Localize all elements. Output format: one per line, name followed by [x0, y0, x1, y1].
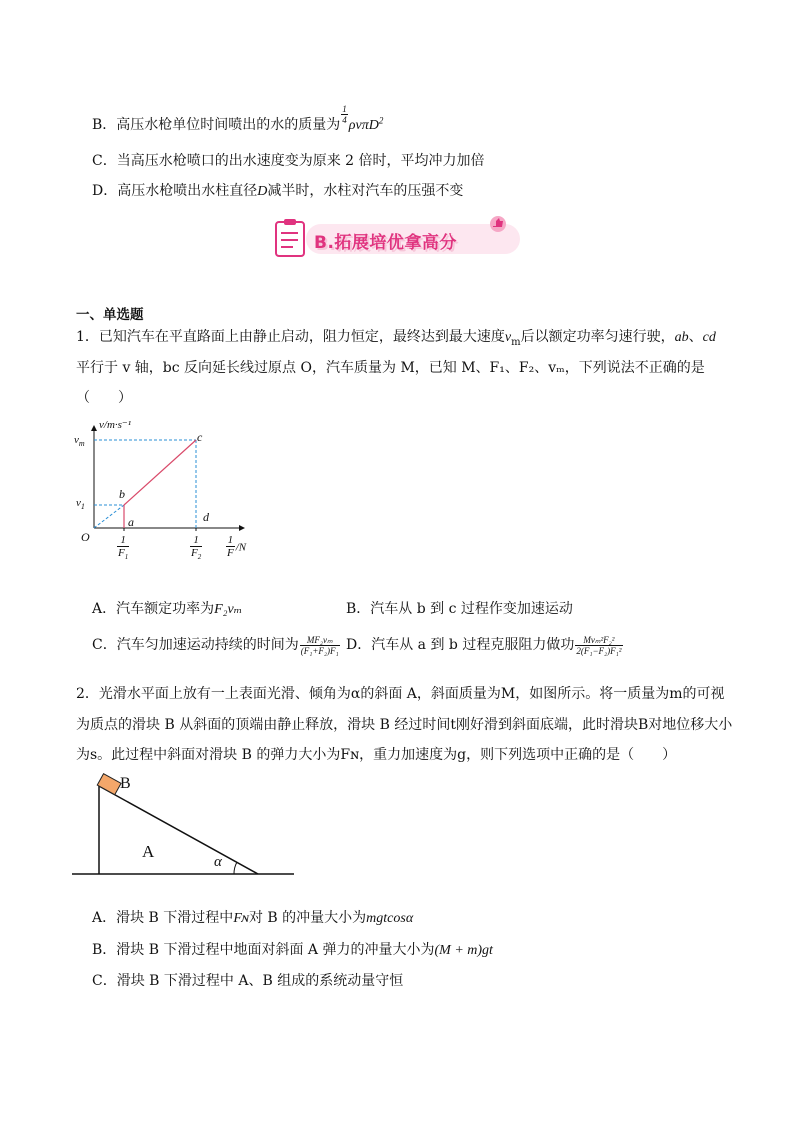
- graph-origin: O: [81, 530, 90, 544]
- q1-vm-sub: m: [511, 336, 521, 348]
- q2-option-c: C．滑块 B 下滑过程中 A、B 组成的系统动量守恒: [92, 973, 404, 989]
- q2-opt-b-pre: B．滑块 B 下滑过程中地面对斜面 A 弹力的冲量大小为: [92, 942, 435, 958]
- graph-x-label: [225, 534, 246, 559]
- prev-option-b-exp: 2: [378, 115, 384, 126]
- q1-option-b: B．汽车从 b 到 c 过程作变加速运动: [346, 601, 573, 617]
- q1-vm-var: v: [504, 330, 512, 345]
- graph-vm-label: [74, 434, 85, 448]
- clipboard-icon: [276, 219, 304, 256]
- q2-option-b: [92, 939, 493, 959]
- q2-line2: 为质点的滑块 B 从斜面的顶端由静止释放，滑块 B 经过时间t刚好滑到斜面底端，此时滑块B对地位移大小: [76, 717, 733, 733]
- q2-opt-a-mid: 对 B 的冲量大小为: [248, 910, 367, 926]
- tick1-den: F: [118, 547, 125, 559]
- section-title: 一、单选题: [76, 307, 144, 323]
- figure-label-alpha: α: [214, 854, 222, 870]
- bc-extension: [94, 505, 124, 528]
- section-banner: [270, 214, 520, 266]
- frac-den: 4: [342, 115, 347, 125]
- q1-line3: （ ）: [76, 390, 132, 406]
- prev-option-d-post: 减半时，水柱对汽车的压强不变: [267, 183, 464, 199]
- q1-opt-c-fraction: [300, 635, 340, 656]
- figure-label-a: A: [142, 842, 155, 861]
- q2-option-a: [92, 907, 413, 927]
- q2-opt-a-expr: mgtcosα: [366, 911, 414, 926]
- graph-point-c: c: [197, 430, 203, 444]
- q1-opt-c-num: MF₂vₘ: [300, 635, 340, 646]
- q1-opt-c-den: (F₁+F₂)F₁: [300, 645, 339, 656]
- q1-opt-d-den: 2(F₁−F₂)F₁²: [576, 645, 622, 656]
- prev-option-d-pre: D．高压水枪喷出水柱直径: [92, 183, 258, 199]
- q2-opt-b-expr: (M + m)gt: [434, 943, 493, 958]
- graph-point-a: a: [128, 515, 134, 529]
- tick1-num: 1: [117, 534, 129, 547]
- graph-y-label: v/m·s⁻¹: [99, 419, 132, 431]
- q2-incline-figure: [72, 770, 312, 880]
- q1-line1-post: 后以额定功率匀速行驶，: [520, 329, 675, 345]
- q1-opt-c-pre: C．汽车匀加速运动持续的时间为: [92, 637, 299, 653]
- q1-opt-a-expr: F₂vₘ: [214, 602, 243, 617]
- bc-segment: [124, 440, 196, 505]
- block-b: [97, 774, 121, 795]
- graph-point-b: b: [119, 487, 125, 501]
- prev-option-c: C．当高压水枪喷口的出水速度变为原来 2 倍时，平均冲力加倍: [92, 153, 485, 169]
- angle-arc: [234, 862, 237, 874]
- graph-point-d: d: [203, 510, 209, 524]
- q1-opt-d-num: Mvₘ²F₂²: [575, 635, 622, 646]
- prev-option-b-fraction: [341, 104, 348, 125]
- q1-option-a: [92, 598, 242, 618]
- graph-tick1-label: [116, 534, 130, 563]
- q2-opt-a-pre: A．滑块 B 下滑过程中: [92, 910, 234, 926]
- v1-1: 1: [80, 502, 85, 512]
- q1-line1-text: 1．已知汽车在平直路面上由静止启动，阻力恒定，最终达到最大速度: [76, 329, 505, 345]
- graph-tick2-label: [189, 534, 203, 563]
- q1-opt-d-pre: D．汽车从 a 到 b 过程克服阻力做功: [346, 637, 575, 653]
- tick2-den: F: [191, 547, 198, 559]
- x-num: 1: [227, 534, 234, 546]
- x-unit: /N: [235, 541, 247, 554]
- q1-option-c: [92, 634, 341, 656]
- q1-opt-a-pre: A．汽车额定功率为: [92, 601, 215, 617]
- tick2-sub: 2: [197, 553, 202, 562]
- q1-option-d: [346, 634, 624, 656]
- figure-label-b: B: [120, 775, 131, 792]
- prev-option-d: [92, 180, 463, 200]
- q2-line3: 为s。此过程中斜面对滑块 B 的弹力大小为Fɴ，重力加速度为g，则下列选项中正确的是（ ）: [76, 747, 677, 763]
- vm-m: m: [78, 439, 85, 449]
- q2-opt-a-fn: Fɴ: [233, 911, 249, 926]
- frac-num: 1: [342, 104, 347, 114]
- thumbs-up-icon: [490, 216, 506, 232]
- prev-option-b-expr: ρvπD: [348, 118, 379, 133]
- q1-opt-d-fraction: [575, 635, 622, 656]
- q1-sep: 、: [688, 329, 703, 345]
- graph-v1-label: [76, 497, 85, 511]
- q1-line2: 平行于 v 轴，bc 反向延长线过原点 O，汽车质量为 M，已知 M、F₁、F₂、vₘ，下列说法不正确的是: [76, 360, 705, 376]
- q1-ab: ab: [674, 330, 689, 345]
- tick1-sub: 1: [124, 553, 129, 562]
- v1-v: v: [76, 497, 81, 509]
- q2-line1: 2．光滑水平面上放有一上表面光滑、倾角为α的斜面 A，斜面质量为M，如图所示。将一质量为m的可视: [76, 686, 725, 702]
- prev-option-b-text: B．高压水枪单位时间喷出的水的质量为: [92, 117, 341, 133]
- vm-v: v: [74, 434, 79, 446]
- incline-wedge: [99, 786, 258, 874]
- prev-option-d-var: D: [257, 184, 268, 199]
- q1-line1: [76, 326, 716, 348]
- banner-title: B.拓展培优拿高分: [314, 233, 457, 253]
- prev-option-b: [92, 104, 383, 134]
- q1-cd: cd: [702, 330, 716, 345]
- x-den: F: [227, 547, 234, 559]
- tick2-num: 1: [190, 534, 202, 547]
